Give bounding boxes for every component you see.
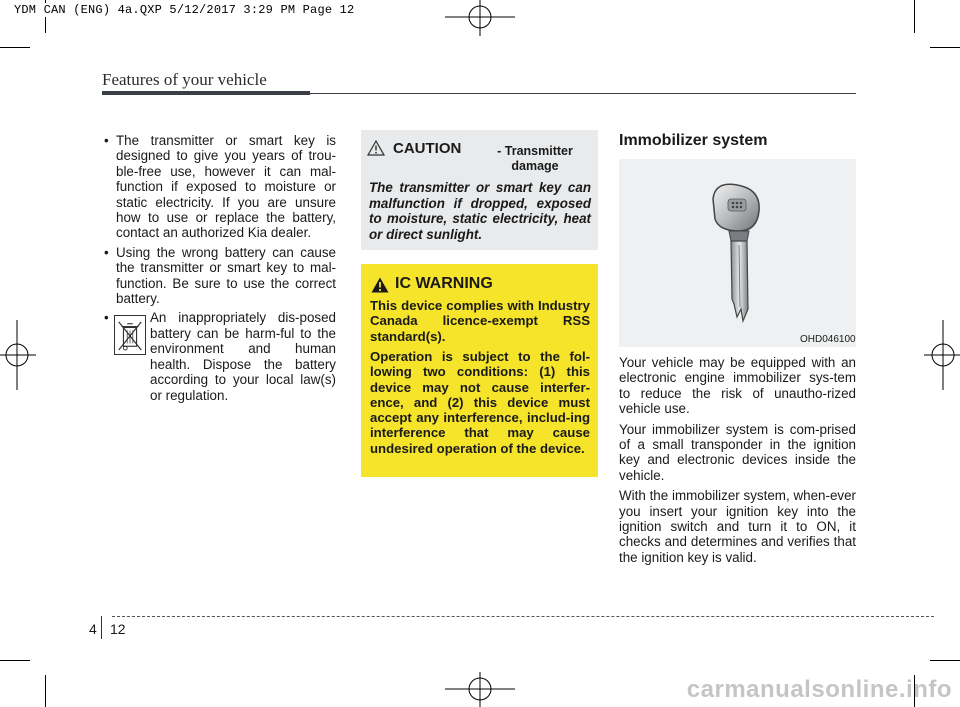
key-illustration <box>619 159 856 347</box>
caution-title: CAUTION <box>393 140 462 157</box>
section-title: Immobilizer system <box>619 132 768 149</box>
chapter-number: 4 <box>89 621 97 637</box>
print-slug: YDM CAN (ENG) 4a.QXP 5/12/2017 3:29 PM Page 12 <box>14 3 355 17</box>
caution-text: The transmitter or smart key can malfunction if dropped, exposed to moisture, static electricity, heat or direct sunlight. <box>369 180 591 242</box>
page-number: 12 <box>110 621 126 637</box>
warning-triangle-icon <box>371 277 389 293</box>
registration-mark-left <box>0 320 36 390</box>
left-column <box>102 133 336 403</box>
crop-mark <box>0 660 30 661</box>
crop-mark <box>914 0 915 33</box>
body-paragraph: Your vehicle may be equipped with an electronic engine immobilizer sys-tem to reduce the risk of unautho-rized vehicle use. <box>619 355 856 417</box>
body-paragraph: Your immobilizer system is com-prised of a small transponder in the ignition key and electronic devices inside the vehicle. <box>619 421 856 483</box>
bullet-dot: • <box>104 310 109 326</box>
header-rule <box>310 93 856 94</box>
page-header-title: Features of your vehicle <box>102 70 267 89</box>
caution-subtitle: - Transmitter damage <box>497 144 573 173</box>
bullet-item: • The transmitter or smart key is designed to give you years of trou-ble-free use, however it can mal-function if exposed to moisture or static electricity. If you are unsure how to use or replace the battery, contact an authorized Kia dealer. <box>102 133 336 241</box>
registration-mark-right <box>924 320 960 390</box>
warning-title: IC WARNING <box>395 275 493 292</box>
crop-mark <box>0 47 30 48</box>
registration-mark-bottom <box>445 672 515 707</box>
disposal-text: An inappropriately dis-posed battery can be harm-ful to the environment and human health. Dispose the battery according to your local law(s) or regulation. <box>150 310 336 403</box>
crop-mark <box>930 660 960 661</box>
ic-warning-box <box>361 264 598 477</box>
ignition-key-image <box>619 159 856 347</box>
crop-mark <box>930 47 960 48</box>
crop-mark <box>45 675 46 707</box>
disposal-item <box>102 310 336 402</box>
footer-dashed-rule <box>112 616 934 617</box>
warning-paragraph: This device complies with Industry Canada licence-exempt RSS standard(s). <box>370 298 590 344</box>
header-bar <box>102 91 310 95</box>
footer-divider <box>101 616 102 639</box>
bullet-item: • Using the wrong battery can cause the transmitter or smart key to mal-function. Be sure to use the correct battery. <box>102 245 336 307</box>
crossed-bin-icon <box>114 315 146 355</box>
warning-triangle-icon <box>367 140 385 156</box>
figure-code: OHD046100 <box>800 334 856 345</box>
caution-box <box>361 130 598 250</box>
registration-mark-top <box>445 0 515 36</box>
watermark: carmanualsonline.info <box>686 676 952 703</box>
warning-paragraph: Operation is subject to the fol-lowing two conditions: (1) this device may not cause interfer-ence, and (2) this device must accept any interference, includ-ing interference that may cause undesired operation of the device. <box>370 349 590 456</box>
right-column <box>619 355 856 570</box>
body-paragraph: With the immobilizer system, when-ever you insert your ignition key into the ignition switch and turn it to ON, it checks and determines and verifies that the ignition key is valid. <box>619 488 856 565</box>
